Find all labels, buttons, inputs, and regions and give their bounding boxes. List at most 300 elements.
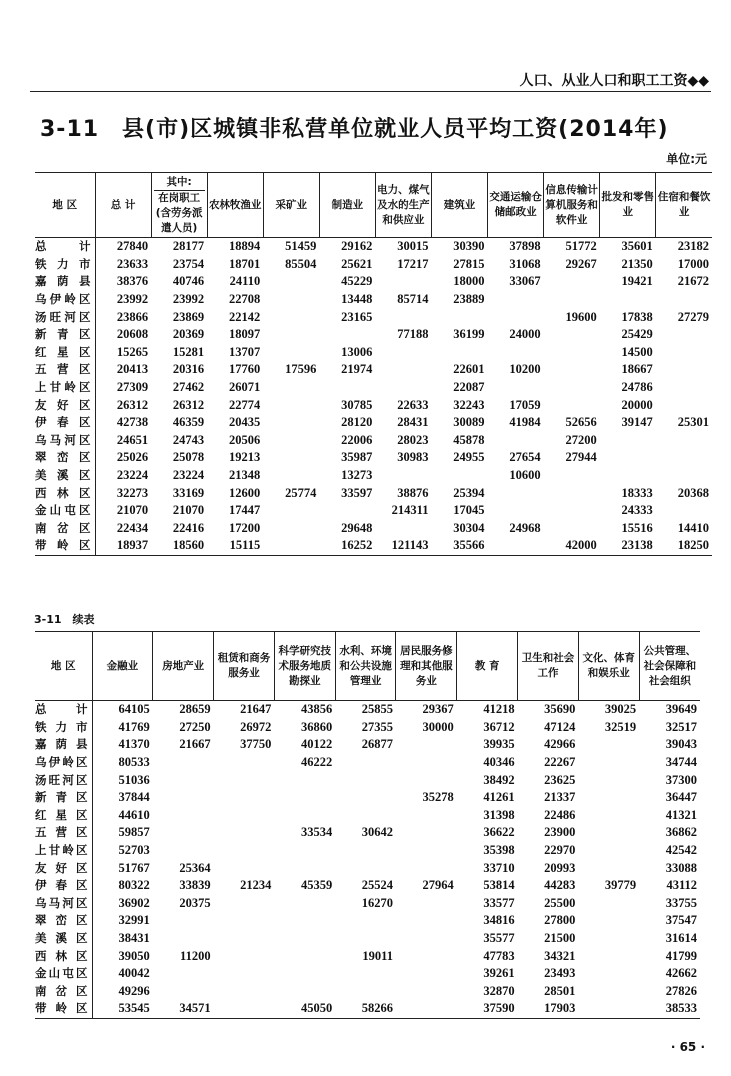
value-cell: 13707 bbox=[228, 344, 261, 359]
value-cell: 53545 bbox=[92, 1000, 153, 1018]
value-cell bbox=[396, 824, 457, 842]
value-cell bbox=[375, 520, 431, 538]
value-cell: 30015 bbox=[397, 239, 429, 254]
value-cell: 80322 bbox=[118, 878, 150, 893]
value-cell bbox=[544, 467, 600, 485]
value-cell: 24955 bbox=[453, 450, 485, 465]
value-cell bbox=[656, 449, 712, 467]
wage-table-part2 bbox=[35, 631, 700, 1019]
value-cell bbox=[544, 379, 600, 397]
value-cell bbox=[431, 344, 487, 362]
value-cell: 17000 bbox=[677, 256, 709, 271]
value-cell: 36447 bbox=[665, 790, 697, 805]
value-cell bbox=[656, 379, 712, 397]
value-cell: 41799 bbox=[665, 948, 697, 963]
value-cell: 85504 bbox=[285, 256, 317, 271]
table-row bbox=[35, 326, 712, 344]
header-subline: 在岗职工(含劳务派遣人员) bbox=[154, 190, 205, 236]
value-cell bbox=[578, 965, 639, 983]
value-cell: 27279 bbox=[677, 309, 709, 324]
table-row bbox=[35, 789, 700, 807]
value-cell: 25364 bbox=[179, 860, 211, 875]
value-cell: 64105 bbox=[118, 702, 150, 717]
value-cell bbox=[214, 947, 275, 965]
value-cell bbox=[396, 754, 457, 772]
value-cell: 14410 bbox=[677, 520, 709, 535]
value-cell: 39935 bbox=[483, 737, 515, 752]
value-cell: 29162 bbox=[341, 239, 373, 254]
column-header: 采矿业 bbox=[263, 173, 319, 238]
value-cell bbox=[396, 771, 457, 789]
value-cell bbox=[578, 895, 639, 913]
column-header: 地 区 bbox=[35, 632, 92, 701]
value-cell: 13448 bbox=[341, 292, 373, 307]
value-cell: 23625 bbox=[544, 772, 576, 787]
value-cell bbox=[396, 965, 457, 983]
value-cell bbox=[153, 771, 214, 789]
value-cell: 41321 bbox=[665, 807, 697, 822]
value-cell: 38376 bbox=[116, 274, 149, 289]
value-cell: 18250 bbox=[656, 537, 712, 555]
value-cell bbox=[263, 467, 319, 485]
value-cell bbox=[214, 789, 275, 807]
table-row bbox=[35, 361, 712, 379]
table-row bbox=[35, 771, 700, 789]
value-cell: 26312 bbox=[116, 397, 149, 412]
value-cell bbox=[578, 807, 639, 825]
value-cell bbox=[263, 308, 319, 326]
value-cell: 19213 bbox=[228, 450, 261, 465]
value-cell: 35398 bbox=[483, 843, 515, 858]
value-cell: 40346 bbox=[483, 755, 515, 770]
value-cell bbox=[375, 273, 431, 291]
value-cell: 33534 bbox=[300, 825, 333, 840]
value-cell: 30390 bbox=[453, 239, 485, 254]
value-cell: 37750 bbox=[240, 737, 272, 752]
value-cell: 27250 bbox=[179, 719, 211, 734]
table-row bbox=[35, 414, 712, 432]
region-cell: 上甘岭区 bbox=[35, 842, 92, 860]
table-row bbox=[35, 502, 712, 520]
value-cell bbox=[274, 947, 335, 965]
table-header-row bbox=[35, 173, 712, 238]
value-cell bbox=[656, 344, 712, 362]
column-header: 金融业 bbox=[92, 632, 153, 701]
value-cell: 22970 bbox=[544, 843, 576, 858]
table-row bbox=[35, 396, 712, 414]
table-row bbox=[35, 537, 712, 555]
table-row bbox=[35, 754, 700, 772]
value-cell: 27309 bbox=[116, 380, 149, 395]
value-cell: 20375 bbox=[179, 895, 211, 910]
value-cell: 11200 bbox=[180, 948, 211, 963]
table-row bbox=[35, 256, 712, 274]
value-cell bbox=[488, 344, 544, 362]
value-cell: 51036 bbox=[118, 772, 150, 787]
value-cell: 15115 bbox=[207, 537, 263, 555]
page-title: 3-11 县(市)区城镇非私营单位就业人员平均工资(2014年) bbox=[40, 117, 669, 142]
value-cell: 27654 bbox=[509, 450, 541, 465]
value-cell: 33710 bbox=[483, 860, 515, 875]
value-cell bbox=[396, 859, 457, 877]
value-cell: 28023 bbox=[397, 432, 429, 447]
value-cell: 214311 bbox=[391, 503, 429, 518]
value-cell bbox=[396, 983, 457, 1001]
region-cell: 汤旺河区 bbox=[35, 308, 95, 326]
value-cell: 33597 bbox=[341, 485, 373, 500]
value-cell bbox=[578, 771, 639, 789]
value-cell: 25855 bbox=[361, 702, 393, 717]
value-cell: 28177 bbox=[172, 239, 205, 254]
value-cell: 21070 bbox=[116, 503, 149, 518]
value-cell: 19011 bbox=[362, 948, 393, 963]
value-cell: 17838 bbox=[621, 309, 653, 324]
value-cell: 25394 bbox=[453, 485, 485, 500]
value-cell: 21500 bbox=[544, 931, 576, 946]
value-cell: 24000 bbox=[509, 327, 541, 342]
value-cell bbox=[600, 449, 656, 467]
value-cell: 34816 bbox=[483, 913, 515, 928]
value-cell: 41218 bbox=[483, 702, 515, 717]
table-row bbox=[35, 701, 700, 719]
value-cell: 12600 bbox=[228, 485, 261, 500]
value-cell: 42542 bbox=[665, 843, 697, 858]
value-cell bbox=[396, 736, 457, 754]
value-cell: 17596 bbox=[285, 362, 317, 377]
region-cell: 铁力市 bbox=[35, 256, 95, 274]
value-cell bbox=[214, 912, 275, 930]
table-row bbox=[35, 520, 712, 538]
value-cell bbox=[214, 842, 275, 860]
value-cell: 20368 bbox=[677, 485, 709, 500]
value-cell: 33088 bbox=[665, 860, 697, 875]
value-cell bbox=[488, 432, 544, 450]
value-cell: 23754 bbox=[172, 256, 205, 271]
value-cell: 27840 bbox=[116, 239, 149, 254]
table-row bbox=[35, 930, 700, 948]
value-cell: 42000 bbox=[544, 537, 600, 555]
region-cell: 乌伊岭区 bbox=[35, 291, 95, 309]
region-cell: 友好区 bbox=[35, 859, 92, 877]
table-header-row bbox=[35, 632, 700, 701]
value-cell bbox=[153, 965, 214, 983]
value-cell: 40042 bbox=[118, 966, 150, 981]
region-cell: 带岭区 bbox=[35, 1000, 92, 1018]
value-cell: 16270 bbox=[361, 895, 393, 910]
value-cell: 18894 bbox=[228, 239, 261, 254]
value-cell: 13006 bbox=[341, 344, 373, 359]
continued-label: 3-11 续表 bbox=[34, 613, 95, 626]
region-cell: 友好区 bbox=[35, 396, 95, 414]
value-cell bbox=[214, 824, 275, 842]
value-cell: 22142 bbox=[228, 309, 261, 324]
value-cell bbox=[274, 807, 335, 825]
region-cell: 南岔区 bbox=[35, 983, 92, 1001]
region-cell: 西林区 bbox=[35, 947, 92, 965]
unit-label: 单位:元 bbox=[666, 152, 707, 166]
value-cell: 85714 bbox=[397, 292, 429, 307]
value-cell: 42966 bbox=[544, 737, 576, 752]
value-cell: 26312 bbox=[172, 397, 205, 412]
value-cell: 37844 bbox=[118, 790, 150, 805]
value-cell bbox=[544, 396, 600, 414]
value-cell: 26972 bbox=[240, 719, 272, 734]
table-row bbox=[35, 965, 700, 983]
value-cell: 21337 bbox=[544, 790, 576, 805]
value-cell bbox=[600, 467, 656, 485]
value-cell: 20369 bbox=[172, 327, 205, 342]
value-cell: 34571 bbox=[153, 1000, 214, 1018]
column-header: 文化、体育和娱乐业 bbox=[578, 632, 639, 701]
value-cell: 35577 bbox=[483, 931, 515, 946]
value-cell: 39261 bbox=[483, 966, 515, 981]
value-cell bbox=[153, 789, 214, 807]
value-cell: 77188 bbox=[397, 327, 429, 342]
value-cell: 15516 bbox=[621, 520, 653, 535]
value-cell: 45050 bbox=[274, 1000, 335, 1018]
value-cell bbox=[274, 859, 335, 877]
column-header: 总 计 bbox=[95, 173, 151, 238]
value-cell bbox=[544, 520, 600, 538]
value-cell: 24786 bbox=[621, 380, 653, 395]
value-cell: 30785 bbox=[341, 397, 373, 412]
value-cell: 39147 bbox=[621, 415, 653, 430]
region-cell: 金山屯区 bbox=[35, 965, 92, 983]
value-cell: 23633 bbox=[116, 256, 149, 271]
value-cell: 23889 bbox=[453, 292, 485, 307]
table-row bbox=[35, 947, 700, 965]
table-row bbox=[35, 983, 700, 1001]
value-cell bbox=[656, 432, 712, 450]
value-cell: 42662 bbox=[665, 966, 697, 981]
value-cell bbox=[656, 361, 712, 379]
header-rule bbox=[30, 91, 711, 92]
value-cell bbox=[214, 754, 275, 772]
value-cell: 39649 bbox=[665, 702, 697, 717]
value-cell bbox=[263, 396, 319, 414]
region-cell: 翠峦区 bbox=[35, 449, 95, 467]
value-cell: 25078 bbox=[172, 450, 205, 465]
value-cell: 36902 bbox=[118, 895, 150, 910]
value-cell: 31398 bbox=[483, 807, 515, 822]
value-cell bbox=[263, 414, 319, 432]
value-cell: 37300 bbox=[665, 772, 697, 787]
value-cell bbox=[263, 520, 319, 538]
value-cell bbox=[488, 537, 544, 555]
value-cell: 21350 bbox=[621, 256, 653, 271]
value-cell: 23992 bbox=[172, 292, 205, 307]
wage-table-part1 bbox=[35, 172, 712, 556]
region-cell: 汤旺河区 bbox=[35, 771, 92, 789]
value-cell bbox=[214, 807, 275, 825]
value-cell: 34744 bbox=[665, 755, 697, 770]
value-cell: 121143 bbox=[375, 537, 431, 555]
value-cell: 18000 bbox=[453, 274, 485, 289]
value-cell: 18937 bbox=[95, 537, 151, 555]
value-cell: 45359 bbox=[300, 878, 333, 893]
table-row bbox=[35, 484, 712, 502]
region-cell: 乌马河区 bbox=[35, 432, 95, 450]
value-cell bbox=[274, 930, 335, 948]
value-cell bbox=[375, 467, 431, 485]
value-cell: 32517 bbox=[665, 719, 697, 734]
value-cell bbox=[214, 983, 275, 1001]
value-cell: 17447 bbox=[228, 503, 261, 518]
value-cell bbox=[153, 824, 214, 842]
value-cell: 35690 bbox=[544, 702, 576, 717]
value-cell bbox=[274, 771, 335, 789]
value-cell: 23138 bbox=[600, 537, 656, 555]
value-cell bbox=[656, 502, 712, 520]
value-cell: 27200 bbox=[565, 432, 597, 447]
value-cell bbox=[375, 344, 431, 362]
value-cell: 52656 bbox=[565, 415, 597, 430]
value-cell bbox=[214, 895, 275, 913]
column-header: 教 育 bbox=[457, 632, 518, 701]
value-cell: 22006 bbox=[341, 432, 373, 447]
value-cell bbox=[153, 842, 214, 860]
value-cell bbox=[544, 502, 600, 520]
value-cell: 32519 bbox=[604, 719, 637, 734]
region-cell: 金山屯区 bbox=[35, 502, 95, 520]
value-cell: 49296 bbox=[118, 983, 150, 998]
value-cell bbox=[153, 754, 214, 772]
value-cell: 18333 bbox=[621, 485, 653, 500]
value-cell: 52703 bbox=[118, 843, 150, 858]
value-cell bbox=[578, 824, 639, 842]
value-cell: 30983 bbox=[397, 450, 429, 465]
value-cell bbox=[544, 326, 600, 344]
value-cell bbox=[263, 432, 319, 450]
region-cell: 总 计 bbox=[35, 701, 92, 719]
value-cell bbox=[544, 273, 600, 291]
value-cell: 15265 bbox=[116, 344, 149, 359]
value-cell bbox=[396, 842, 457, 860]
table-row bbox=[35, 719, 700, 737]
value-cell: 27800 bbox=[544, 913, 576, 928]
value-cell: 33067 bbox=[509, 274, 541, 289]
value-cell: 39050 bbox=[118, 948, 150, 963]
region-cell: 乌伊岭区 bbox=[35, 754, 92, 772]
table-row bbox=[35, 1000, 700, 1018]
value-cell: 17903 bbox=[518, 1000, 579, 1018]
value-cell bbox=[153, 983, 214, 1001]
value-cell: 26877 bbox=[361, 737, 393, 752]
value-cell: 44610 bbox=[118, 807, 150, 822]
region-cell: 伊春区 bbox=[35, 877, 92, 895]
table-row bbox=[35, 736, 700, 754]
value-cell: 41370 bbox=[118, 737, 150, 752]
value-cell: 37547 bbox=[665, 913, 697, 928]
value-cell bbox=[600, 291, 656, 309]
value-cell bbox=[214, 930, 275, 948]
header-line: 其中: bbox=[166, 175, 192, 188]
value-cell: 59857 bbox=[118, 825, 150, 840]
table-row bbox=[35, 238, 712, 256]
value-cell: 14500 bbox=[621, 344, 653, 359]
table-row bbox=[35, 467, 712, 485]
value-cell: 21234 bbox=[240, 878, 272, 893]
region-cell: 五营区 bbox=[35, 361, 95, 379]
table-row bbox=[35, 449, 712, 467]
value-cell bbox=[274, 965, 335, 983]
region-cell: 总 计 bbox=[35, 238, 95, 256]
value-cell bbox=[274, 789, 335, 807]
value-cell: 33839 bbox=[179, 878, 211, 893]
value-cell: 47783 bbox=[483, 948, 515, 963]
table-row bbox=[35, 824, 700, 842]
value-cell: 36860 bbox=[300, 719, 333, 734]
page-number: · 65 · bbox=[670, 1040, 705, 1054]
value-cell: 17760 bbox=[228, 362, 261, 377]
value-cell: 23900 bbox=[544, 825, 576, 840]
value-cell: 24110 bbox=[229, 274, 261, 289]
value-cell: 20506 bbox=[228, 432, 261, 447]
value-cell bbox=[214, 965, 275, 983]
value-cell: 25026 bbox=[116, 450, 149, 465]
value-cell bbox=[153, 912, 214, 930]
value-cell: 18560 bbox=[151, 537, 207, 555]
value-cell bbox=[274, 895, 335, 913]
value-cell: 10200 bbox=[509, 362, 541, 377]
value-cell: 21647 bbox=[240, 702, 272, 717]
region-cell: 带岭区 bbox=[35, 537, 95, 555]
value-cell: 31614 bbox=[665, 931, 697, 946]
value-cell: 47124 bbox=[544, 719, 576, 734]
value-cell: 17059 bbox=[509, 397, 541, 412]
column-header: 居民服务修理和其他服务业 bbox=[396, 632, 457, 701]
value-cell bbox=[375, 361, 431, 379]
region-cell: 嘉荫县 bbox=[35, 736, 92, 754]
value-cell: 37590 bbox=[457, 1000, 518, 1018]
value-cell: 35987 bbox=[341, 450, 373, 465]
value-cell bbox=[335, 930, 396, 948]
value-cell: 37898 bbox=[509, 239, 541, 254]
value-cell: 46222 bbox=[300, 755, 333, 770]
value-cell: 80533 bbox=[118, 755, 150, 770]
value-cell: 36712 bbox=[483, 719, 515, 734]
region-cell: 新青区 bbox=[35, 789, 92, 807]
column-header: 批发和零售业 bbox=[600, 173, 656, 238]
column-header: 公共管理、社会保障和社会组织 bbox=[639, 632, 700, 701]
value-cell: 51767 bbox=[118, 860, 150, 875]
value-cell: 19600 bbox=[565, 309, 597, 324]
value-cell: 27462 bbox=[172, 380, 205, 395]
column-header: 水利、环境和公共设施管理业 bbox=[335, 632, 396, 701]
value-cell bbox=[335, 807, 396, 825]
value-cell bbox=[319, 379, 375, 397]
value-cell bbox=[396, 895, 457, 913]
value-cell bbox=[375, 379, 431, 397]
value-cell: 20435 bbox=[228, 415, 261, 430]
value-cell bbox=[319, 326, 375, 344]
value-cell: 23866 bbox=[116, 309, 149, 324]
value-cell: 44283 bbox=[544, 878, 576, 893]
column-header bbox=[151, 173, 207, 238]
region-cell: 乌马河区 bbox=[35, 895, 92, 913]
value-cell: 33755 bbox=[665, 895, 697, 910]
value-cell: 22486 bbox=[544, 807, 576, 822]
value-cell: 28659 bbox=[179, 702, 211, 717]
value-cell bbox=[488, 379, 544, 397]
value-cell: 23869 bbox=[172, 309, 205, 324]
value-cell: 38431 bbox=[118, 931, 150, 946]
value-cell bbox=[335, 754, 396, 772]
value-cell: 38533 bbox=[639, 1000, 700, 1018]
value-cell: 28120 bbox=[341, 415, 373, 430]
value-cell: 22416 bbox=[172, 520, 205, 535]
value-cell bbox=[578, 842, 639, 860]
